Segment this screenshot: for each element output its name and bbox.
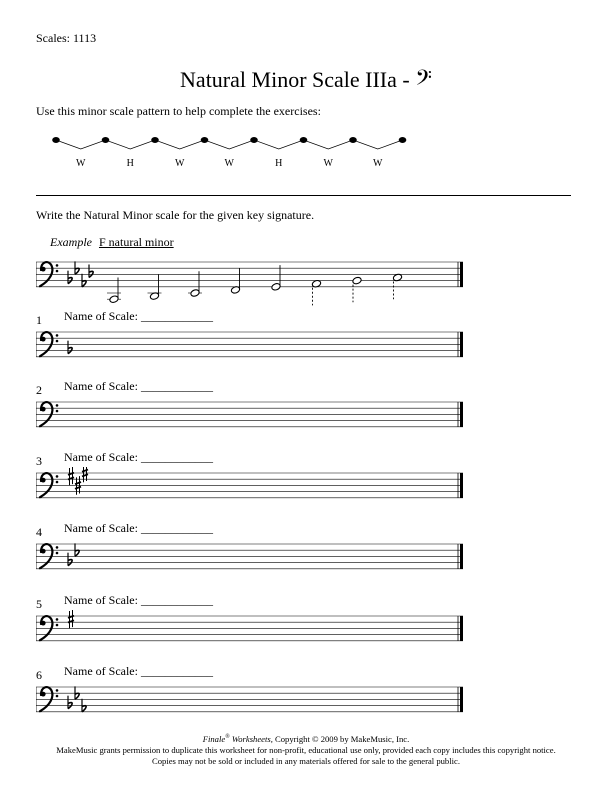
exercise-staff[interactable] <box>36 326 466 362</box>
example-key-name: F natural minor <box>98 235 174 249</box>
example-staff <box>36 248 466 308</box>
scale-name-label: Name of Scale: <box>64 664 138 678</box>
flat-icon <box>75 261 79 274</box>
example-note <box>271 265 281 291</box>
scale-name-label: Name of Scale: <box>64 309 138 323</box>
staff-lines <box>36 473 463 498</box>
flat-icon <box>75 686 79 699</box>
footer-line-1 <box>0 732 612 745</box>
exercise-number: 2 <box>36 383 42 397</box>
exercise-staff[interactable] <box>36 467 466 503</box>
exercise-number: 4 <box>36 525 42 539</box>
example-word: Example <box>50 235 92 249</box>
staff-lines <box>36 544 463 569</box>
worksheet-id: Scales: 1113 <box>36 31 97 45</box>
staff-lines <box>36 402 463 427</box>
scale-name-label: Name of Scale: <box>64 593 138 607</box>
pattern-note-dot <box>102 137 110 143</box>
bass-clef-icon: 𝄢 <box>415 66 432 96</box>
copyright-footer <box>0 732 612 767</box>
flat-icon <box>82 274 86 287</box>
example-note <box>311 279 321 305</box>
footer-line-3: Copies may not be sold or included in any materials offered for sale to the general public. <box>152 755 460 766</box>
flat-icon <box>82 699 86 712</box>
pattern-instruction: Use this minor scale pattern to help complete the exercises: <box>36 104 321 118</box>
sharp-icon <box>68 610 74 628</box>
pattern-step-label: W <box>224 158 234 169</box>
footer-copyright: , Copyright © 2009 by MakeMusic, Inc. <box>270 733 410 744</box>
example-note <box>352 276 362 302</box>
exercise-number: 1 <box>36 313 42 327</box>
scale-name-field <box>64 450 213 465</box>
example-note <box>188 271 202 297</box>
flat-icon <box>68 553 72 566</box>
scale-name-blank[interactable]: ____________ <box>140 593 213 607</box>
exercise-number: 6 <box>36 668 42 682</box>
scale-name-label: Name of Scale: <box>64 521 138 535</box>
staff-lines <box>36 332 463 357</box>
pattern-note-dot <box>300 137 308 143</box>
page-title-text: Natural Minor Scale IIIa - <box>180 67 416 92</box>
example-note <box>392 273 402 299</box>
scale-name-label: Name of Scale: <box>64 379 138 393</box>
scale-name-blank[interactable]: ____________ <box>140 664 213 678</box>
example-note <box>230 268 240 294</box>
flat-icon <box>68 696 72 709</box>
scale-pattern-diagram <box>36 128 416 176</box>
pattern-step-label: H <box>126 158 134 169</box>
pattern-step-label: W <box>175 158 185 169</box>
sharp-icon <box>82 467 88 482</box>
flat-icon <box>68 341 72 354</box>
scale-name-field <box>64 379 213 394</box>
flat-icon <box>68 271 72 284</box>
sharp-icon <box>68 467 74 485</box>
pattern-note-dot <box>151 137 159 143</box>
footer-worksheets: Worksheets <box>229 733 271 744</box>
scale-name-label: Name of Scale: <box>64 450 138 464</box>
scale-name-blank[interactable]: ____________ <box>140 521 213 535</box>
exercise-staff[interactable] <box>36 396 466 432</box>
scale-name-field <box>64 309 213 324</box>
exercise-staff[interactable] <box>36 681 466 717</box>
scale-name-field <box>64 593 213 608</box>
pattern-step-label: W <box>373 158 383 169</box>
footer-line-2: MakeMusic grants permission to duplicate this worksheet for non-profit, educational use only, provided each copy includes this copyright notice. <box>56 744 556 755</box>
staff-lines <box>36 687 463 712</box>
pattern-note-dot <box>201 137 209 143</box>
example-note <box>148 274 162 300</box>
exercise-number: 5 <box>36 597 42 611</box>
section-divider <box>36 195 571 196</box>
exercise-staff[interactable] <box>36 538 466 574</box>
page-title <box>0 66 612 97</box>
exercise-number: 3 <box>36 454 42 468</box>
flat-icon <box>75 543 79 556</box>
scale-name-blank[interactable]: ____________ <box>140 379 213 393</box>
scale-name-blank[interactable]: ____________ <box>140 309 213 323</box>
staff-lines <box>36 616 463 641</box>
footer-reg-mark: ® <box>225 734 230 740</box>
pattern-step-label: W <box>323 158 333 169</box>
scale-name-field <box>64 521 213 536</box>
example-note <box>107 278 121 304</box>
pattern-step-label: H <box>275 158 283 169</box>
footer-brand: Finale <box>202 733 226 744</box>
pattern-note-dot <box>349 137 357 143</box>
pattern-note-dot <box>250 137 258 143</box>
pattern-note-dot <box>52 137 60 143</box>
pattern-note-dot <box>399 137 407 143</box>
pattern-step-label: W <box>76 158 86 169</box>
exercise-instruction: Write the Natural Minor scale for the given key signature. <box>36 208 315 222</box>
flat-icon <box>89 264 93 277</box>
scale-name-field <box>64 664 213 679</box>
scale-name-blank[interactable]: ____________ <box>140 450 213 464</box>
exercise-staff[interactable] <box>36 610 466 646</box>
